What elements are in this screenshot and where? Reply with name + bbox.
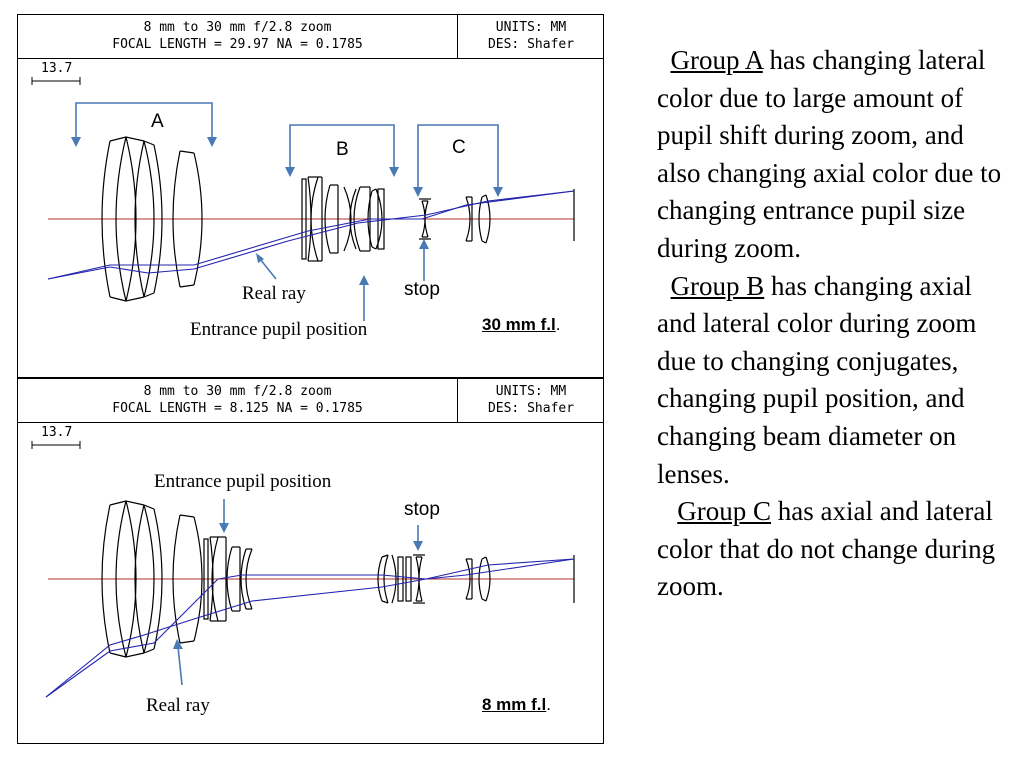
bottom-real-ray-arrow — [173, 639, 183, 685]
top-label-group-c: C — [452, 137, 466, 158]
top-units: UNITS: MM — [495, 20, 567, 35]
bottom-focal-length-text: 8 mm f.l — [482, 695, 547, 714]
top-lens-diagram-panel — [17, 14, 604, 378]
group-a-heading: Group A — [670, 45, 763, 75]
top-label-real-ray: Real ray — [242, 283, 306, 304]
bottom-header-line2: FOCAL LENGTH = 8.125 NA = 0.1785 — [112, 401, 363, 416]
top-scale-label: 13.7 — [41, 61, 73, 76]
bottom-scale-label: 13.7 — [41, 425, 73, 440]
top-focal-length-caption — [482, 315, 560, 335]
bottom-focal-length-dot: . — [546, 695, 551, 714]
bottom-label-entrance-pupil: Entrance pupil position — [154, 471, 332, 492]
top-header-line2: FOCAL LENGTH = 29.97 NA = 0.1785 — [112, 37, 363, 52]
bottom-lens-diagram-panel — [17, 378, 604, 744]
group-a-paragraph — [657, 42, 1007, 268]
bottom-optics-drawing — [18, 379, 603, 743]
top-focal-length-dot: . — [555, 315, 561, 334]
group-b-paragraph — [657, 268, 1007, 494]
top-stop-arrow — [419, 239, 429, 281]
group-a-text: has changing lateral color due to large amount of pupil shift during zoom, and also changing axial color due to changing entrance pupil size during zoom. — [657, 45, 1002, 263]
bottom-label-stop: stop — [404, 499, 440, 520]
top-real-ray-arrow — [256, 253, 276, 279]
bottom-ray-traces — [46, 559, 574, 697]
top-entrance-pupil-arrow — [359, 275, 369, 321]
top-header-line1: 8 mm to 30 mm f/2.8 zoom — [143, 20, 332, 35]
bottom-scale-bar — [32, 441, 80, 449]
top-designer: DES: Shafer — [487, 37, 575, 52]
bottom-designer: DES: Shafer — [487, 401, 575, 416]
bottom-header-line1: 8 mm to 30 mm f/2.8 zoom — [143, 384, 332, 399]
top-label-group-b: B — [336, 139, 349, 160]
bottom-label-real-ray: Real ray — [146, 695, 210, 716]
group-c-paragraph — [657, 493, 1007, 606]
bottom-units: UNITS: MM — [495, 384, 567, 399]
bottom-stop-arrow — [413, 525, 423, 551]
top-focal-length-text: 30 mm f.l — [482, 315, 556, 334]
group-b-text: has changing axial and lateral color during zoom due to changing conjugates, changing pupil position, and changing beam diameter on lenses. — [657, 270, 977, 489]
group-b-heading: Group B — [670, 270, 765, 301]
top-label-group-a: A — [151, 111, 164, 132]
bottom-entrance-pupil-arrow — [219, 499, 229, 533]
top-label-entrance-pupil: Entrance pupil position — [190, 319, 368, 340]
group-c-heading: Group C — [677, 496, 771, 527]
top-group-c-bracket — [413, 125, 503, 197]
group-c-text: has axial and lateral color that do not change during zoom. — [657, 496, 996, 602]
bottom-focal-length-caption — [482, 695, 551, 715]
top-scale-bar — [32, 77, 80, 85]
top-label-stop: stop — [404, 279, 440, 300]
group-description-text — [657, 42, 1007, 606]
